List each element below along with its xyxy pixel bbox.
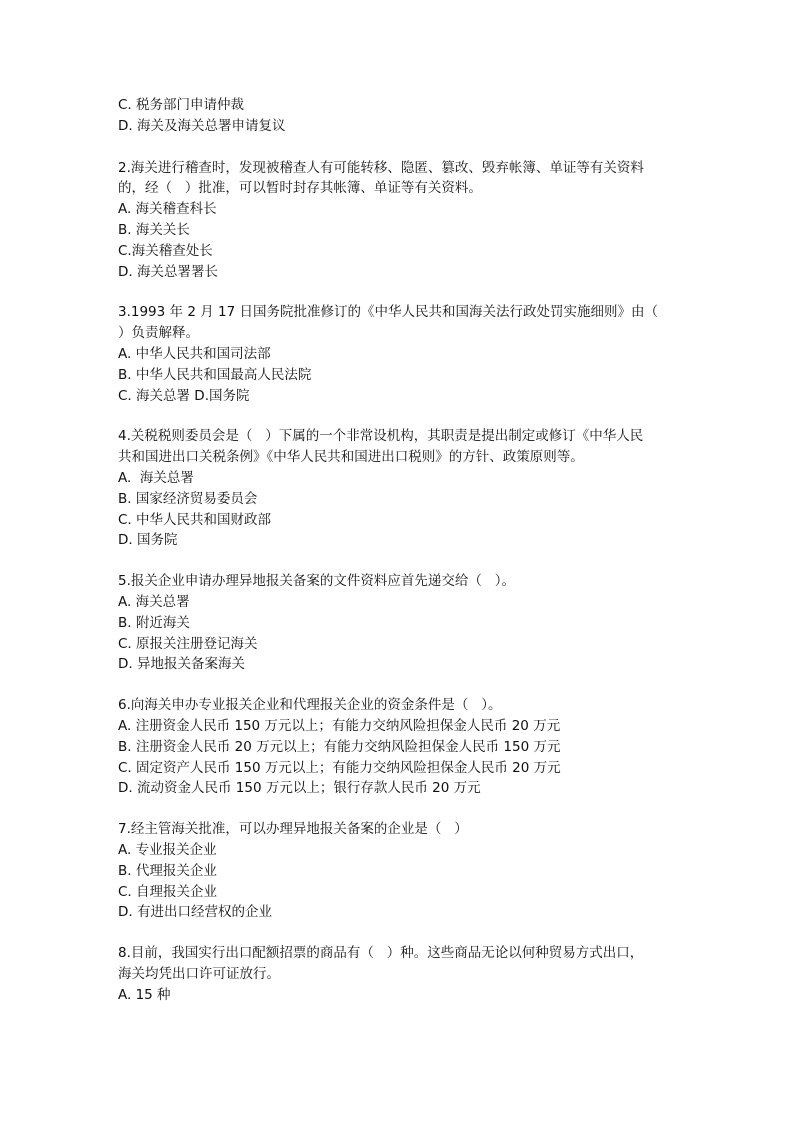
- question-block: [118, 695, 678, 799]
- answer-option: D. 异地报关备案海关: [118, 656, 245, 673]
- question-block: [118, 943, 678, 1005]
- question-text: 2.海关进行稽查时，发现被稽查人有可能转移、隐匿、篡改、毁弃帐簿、单证等有关资料: [118, 159, 644, 176]
- question-text: 4.关税税则委员会是（ ）下属的一个非常设机构，其职责是提出制定或修订《中华人民: [118, 428, 644, 445]
- question-text: 8.目前，我国实行出口配额招票的商品有（ ）种。这些商品无论以何种贸易方式出口，: [118, 945, 644, 962]
- answer-option: D. 流动资金人民币 150 万元以上；银行存款人民币 20 万元: [118, 780, 481, 797]
- answer-option: B. 中华人民共和国最高人民法院: [118, 366, 312, 383]
- answer-option: D. 有进出口经营权的企业: [118, 904, 272, 921]
- question-text: 海关均凭出口许可证放行。: [118, 965, 280, 982]
- answer-option: A. 海关总署: [118, 469, 194, 486]
- answer-option: D. 国务院: [118, 532, 178, 549]
- answer-option: A. 中华人民共和国司法部: [118, 345, 271, 362]
- previous-question-options: [118, 95, 678, 137]
- answer-option: C. 海关总署 D.国务院: [118, 387, 250, 404]
- answer-option: A. 15 种: [118, 986, 171, 1003]
- question-text: 的，经（ ）批准，可以暂时封存其帐簿、单证等有关资料。: [118, 180, 482, 197]
- answer-option: A. 注册资金人民币 150 万元以上；有能力交纳风险担保金人民币 20 万元: [118, 717, 561, 734]
- answer-option: B. 海关关长: [118, 221, 190, 238]
- answer-option: B. 代理报关企业: [118, 862, 217, 879]
- answer-option: B. 附近海关: [118, 614, 190, 631]
- answer-option: B. 注册资金人民币 20 万元以上；有能力交纳风险担保金人民币 150 万元: [118, 738, 561, 755]
- question-text: 3.1993 年 2 月 17 日国务院批准修订的《中华人民共和国海关法行政处罚实施细则》由（: [118, 304, 658, 321]
- answer-option: C.海关稽查处长: [118, 242, 213, 259]
- question-text: 6.向海关申办专业报关企业和代理报关企业的资金条件是（ ）。: [118, 697, 502, 714]
- question-block: [118, 426, 678, 551]
- question-list: [118, 95, 678, 1025]
- answer-option: B. 国家经济贸易委员会: [118, 490, 258, 507]
- question-text: 5.报关企业申请办理异地报关备案的文件资料应首先递交给（ ）。: [118, 573, 516, 590]
- question-block: [118, 158, 678, 283]
- answer-option: A. 专业报关企业: [118, 841, 217, 858]
- answer-option: C. 固定资产人民币 150 万元以上；有能力交纳风险担保金人民币 20 万元: [118, 759, 561, 776]
- answer-option: D. 海关总署署长: [118, 263, 218, 280]
- question-text: 7.经主管海关批准，可以办理异地报关备案的企业是（ ）: [118, 821, 468, 838]
- option-c: C. 税务部门申请仲裁: [118, 97, 245, 113]
- answer-option: C. 自理报关企业: [118, 883, 218, 900]
- answer-option: A. 海关稽查科长: [118, 201, 217, 218]
- question-block: [118, 819, 678, 923]
- option-d: D. 海关及海关总署申请复议: [118, 117, 286, 134]
- answer-option: C. 原报关注册登记海关: [118, 635, 258, 652]
- question-block: [118, 302, 678, 406]
- answer-option: A. 海关总署: [118, 593, 190, 610]
- question-text: ）负责解释。: [118, 325, 199, 342]
- question-text: 共和国进出口关税条例》《中华人民共和国进出口税则》的方针、政策原则等。: [118, 449, 584, 466]
- answer-option: C. 中华人民共和国财政部: [118, 511, 272, 528]
- question-block: [118, 571, 678, 675]
